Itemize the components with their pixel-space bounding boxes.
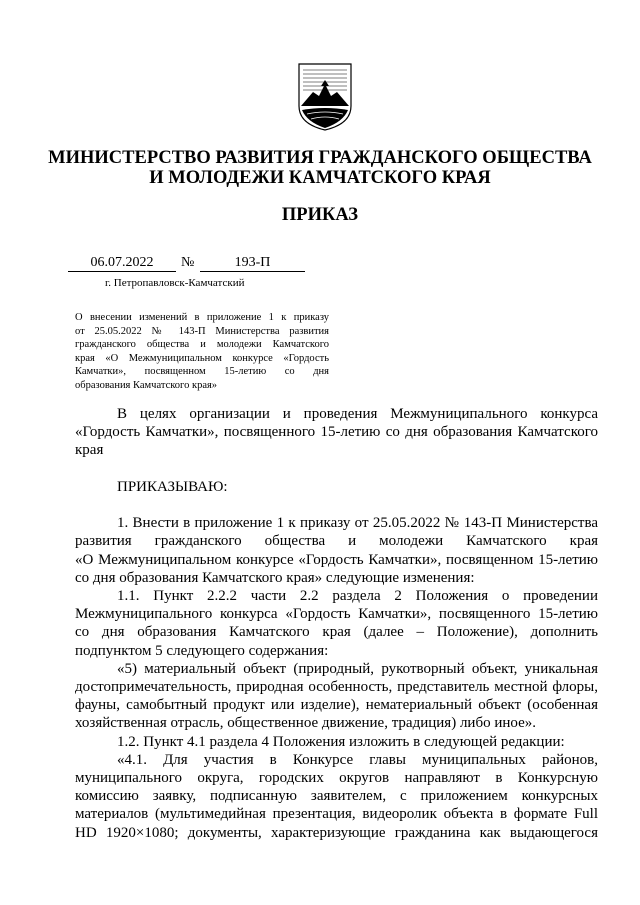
- subject-line: гражданского общества и молодежи Камчатского: [75, 339, 329, 351]
- document-body: [75, 405, 598, 842]
- order-word: ПРИКАЗЫВАЮ:: [117, 478, 228, 495]
- body-line: хозяйственная отрасль, общественное движение, традиция) либо иное».: [75, 715, 536, 732]
- subject-line: края «О Межмуниципальном конкурсе «Гордость: [75, 352, 329, 364]
- body-line: фауны, самобытный продукт или изделие), нематериальный объект (особенная: [75, 697, 598, 714]
- document-type-title: ПРИКАЗ: [281, 205, 359, 225]
- point-4-1-quote: [75, 751, 598, 842]
- subject-line: от 25.05.2022 № 143-П Министерства развития: [75, 325, 329, 337]
- order-number: 193-П: [234, 255, 271, 270]
- body-line: 1. Внести в приложение 1 к приказу от 25.05.2022 № 143-П Министерства: [117, 515, 598, 532]
- body-line: 1.1. Пункт 2.2.2 части 2.2 раздела 2 Положения о проведении: [117, 588, 598, 604]
- date-underline: [68, 271, 176, 272]
- body-line: подпунктом 5 следующего содержания:: [75, 642, 329, 659]
- item-1-1-paragraph: [75, 587, 598, 660]
- ministry-line-2: И МОЛОДЕЖИ КАМЧАТСКОГО КРАЯ: [149, 168, 491, 188]
- body-line: материалов (мультимедийная презентация, видеоролик объекта в формате Full: [75, 806, 598, 823]
- body-line: «Гордость Камчатки», посвященного 15-летию со дня образования Камчатского: [75, 424, 598, 441]
- body-line: «О Межмуниципальном конкурсе «Гордость Камчатки», посвященном 15-летию: [75, 551, 598, 568]
- city-name: г. Петропавловск-Камчатский: [105, 277, 245, 289]
- body-line: комиссию заявку, подписанную заявителем, с приложением конкурсных: [75, 788, 598, 805]
- subject-line: образования Камчатского края»: [75, 379, 218, 391]
- order-word-paragraph: [75, 478, 598, 496]
- body-line: края: [75, 442, 104, 459]
- subject-line: Камчатки», посвященном 15-летию со дня: [75, 366, 329, 378]
- body-line: со дня образования Камчатского края (далее – Положение), дополнить: [75, 624, 598, 641]
- subitem-5-quote: [75, 660, 598, 733]
- body-line: «5) материальный объект (природный, рукотворный объект, уникальная: [117, 660, 598, 677]
- body-line: Межмуниципального конкурса «Гордость Камчатки», посвященного 15-летию: [75, 606, 598, 623]
- body-line: со дня образования Камчатского края» следующие изменения:: [75, 569, 475, 586]
- ministry-name: [40, 148, 600, 188]
- preamble-paragraph: [75, 405, 598, 460]
- number-sign: №: [181, 255, 195, 270]
- body-line: муниципального округа, городских округов направляют в Конкурсную: [75, 770, 598, 787]
- body-line: 1.2. Пункт 4.1 раздела 4 Положения изложить в следующей редакции:: [117, 733, 565, 750]
- coat-of-arms-emblem: [297, 62, 353, 132]
- subject-line: О внесении изменений в приложение 1 к приказу: [75, 312, 329, 323]
- body-line: развития гражданского общества и молодежи Камчатского края: [75, 533, 598, 550]
- ministry-line-1: МИНИСТЕРСТВО РАЗВИТИЯ ГРАЖДАНСКОГО ОБЩЕСТВА: [48, 148, 592, 168]
- body-line: В целях организации и проведения Межмуниципального конкурса: [117, 406, 598, 422]
- item-1-paragraph: [75, 514, 598, 587]
- body-line: «4.1. Для участия в Конкурсе главы муниципальных районов,: [117, 751, 598, 768]
- body-line: HD 1920×1080; документы, характеризующие гражданина как выдающегося: [75, 824, 598, 841]
- order-subject: [75, 311, 329, 393]
- number-underline: [200, 271, 305, 272]
- body-line: достопримечательность, природная особенность, представитель местной флоры,: [75, 679, 598, 696]
- item-1-2-paragraph: [75, 733, 598, 751]
- order-date: 06.07.2022: [90, 255, 154, 270]
